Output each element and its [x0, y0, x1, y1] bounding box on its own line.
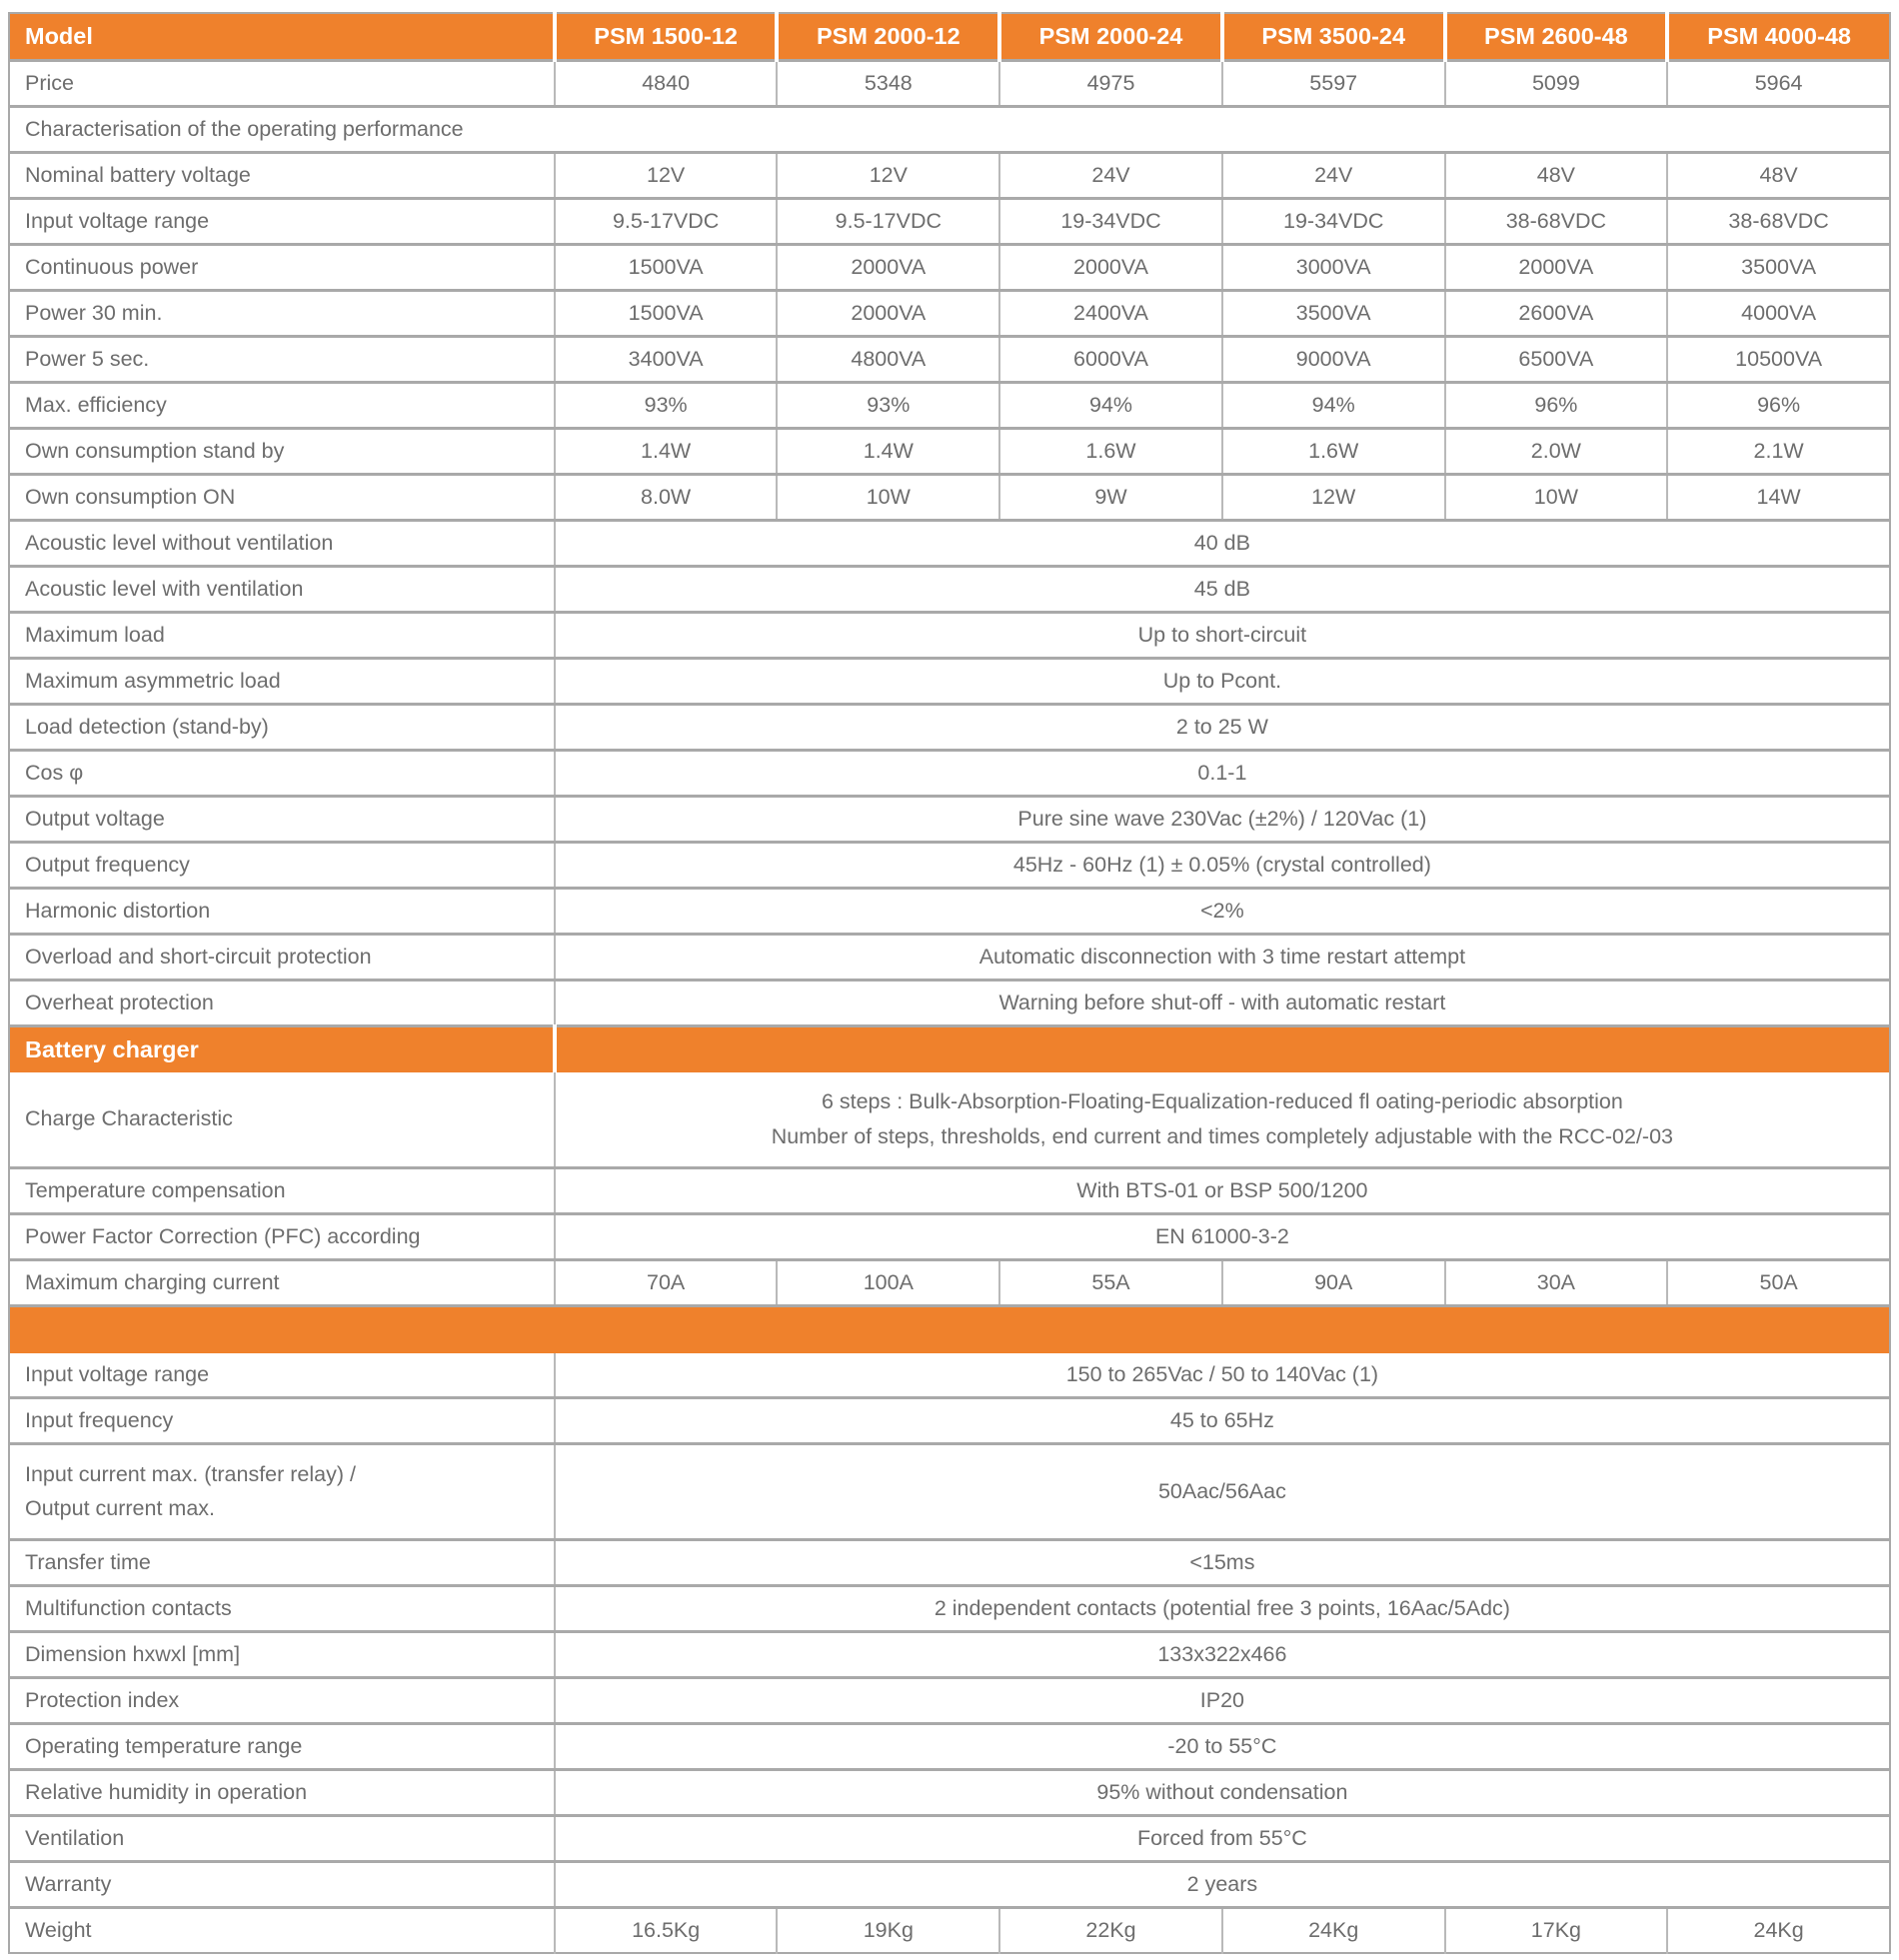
model-column-header: PSM 2000-24	[999, 13, 1222, 61]
row-label: Warranty	[9, 1862, 555, 1908]
spec-row-power-factor-correction-pfc-according	[9, 1213, 1890, 1259]
cell-value: 96%	[1445, 383, 1668, 429]
spec-row-charge-characteristic	[9, 1072, 1890, 1167]
cell-value-span: 2 independent contacts (potential free 3 points, 16Aac/5Adc)	[555, 1586, 1890, 1632]
cell-value: 5597	[1222, 61, 1445, 107]
spec-row-price	[9, 61, 1890, 107]
cell-value: 9000VA	[1222, 337, 1445, 383]
cell-value-span: 45 dB	[555, 567, 1890, 613]
cell-value: 12W	[1222, 475, 1445, 521]
cell-value-span: Automatic disconnection with 3 time restart attempt	[555, 935, 1890, 980]
spec-row-input-current-max-transfer-relay	[9, 1443, 1890, 1540]
spec-row-overheat-protection	[9, 980, 1890, 1026]
cell-value: 9W	[999, 475, 1222, 521]
row-label: Acoustic level with ventilation	[9, 567, 555, 613]
cell-value: 10W	[1445, 475, 1668, 521]
cell-value: 93%	[777, 383, 999, 429]
cell-value: 3000VA	[1222, 245, 1445, 291]
spec-row-nominal-battery-voltage	[9, 153, 1890, 199]
spec-row-load-detection-stand-by	[9, 705, 1890, 751]
spec-row-power-30-min	[9, 291, 1890, 337]
row-label: Output frequency	[9, 843, 555, 889]
row-label: Overheat protection	[9, 980, 555, 1026]
spec-row-protection-index	[9, 1678, 1890, 1724]
cell-value: 8.0W	[555, 475, 778, 521]
cell-value: 30A	[1445, 1259, 1668, 1305]
cell-value: 50A	[1667, 1259, 1890, 1305]
cell-value: 4840	[555, 61, 778, 107]
row-label: Charge Characteristic	[25, 1106, 233, 1131]
spec-row-maximum-load	[9, 613, 1890, 659]
spec-table-body	[9, 61, 1890, 1954]
model-header-label: Model	[9, 13, 555, 61]
row-label: Load detection (stand-by)	[9, 705, 555, 751]
row-label: Temperature compensation	[9, 1167, 555, 1213]
cell-value: 2400VA	[999, 291, 1222, 337]
cell-value: 55A	[999, 1259, 1222, 1305]
cell-value: 2000VA	[999, 245, 1222, 291]
cell-value: 10500VA	[1667, 337, 1890, 383]
cell-value-span: 133x322x466	[555, 1632, 1890, 1678]
cell-value: 100A	[777, 1259, 999, 1305]
cell-value-span: 2 to 25 W	[555, 705, 1890, 751]
spec-row-multifunction-contacts	[9, 1586, 1890, 1632]
spec-row-output-frequency	[9, 843, 1890, 889]
spec-row-ventilation	[9, 1816, 1890, 1862]
cell-value-span: <15ms	[555, 1540, 1890, 1586]
cell-value: 24V	[999, 153, 1222, 199]
cell-value-span: 0.1-1	[555, 751, 1890, 797]
row-label: Own consumption ON	[9, 475, 555, 521]
row-label: Harmonic distortion	[9, 889, 555, 935]
model-column-header: PSM 4000-48	[1667, 13, 1890, 61]
cell-value: 94%	[999, 383, 1222, 429]
row-label: Power Factor Correction (PFC) according	[9, 1213, 555, 1259]
row-label: Power 5 sec.	[9, 337, 555, 383]
row-label: Own consumption stand by	[9, 429, 555, 475]
row-label: Transfer time	[9, 1540, 555, 1586]
row-label: Maximum load	[9, 613, 555, 659]
cell-value: 96%	[1667, 383, 1890, 429]
cell-value-span: Warning before shut-off - with automatic restart	[555, 980, 1890, 1026]
model-header-row	[9, 13, 1890, 61]
row-label: Price	[9, 61, 555, 107]
cell-value: 6500VA	[1445, 337, 1668, 383]
cell-value-span: 40 dB	[555, 521, 1890, 567]
cell-value: 22Kg	[999, 1908, 1222, 1954]
cell-value: 3500VA	[1222, 291, 1445, 337]
spec-row-battery-charger	[9, 1026, 1890, 1073]
cell-value: 1.4W	[777, 429, 999, 475]
row-label: Output voltage	[9, 797, 555, 843]
cell-value-span: 45Hz - 60Hz (1) ± 0.05% (crystal controlled)	[555, 843, 1890, 889]
spec-row-maximum-charging-current	[9, 1259, 1890, 1305]
spec-row-acoustic-level-with-ventilation	[9, 567, 1890, 613]
cell-value: 24Kg	[1222, 1908, 1445, 1954]
spec-row-continuous-power	[9, 245, 1890, 291]
spec-row-operating-temperature-range	[9, 1724, 1890, 1770]
cell-value: 38-68VDC	[1667, 199, 1890, 245]
cell-value: 70A	[555, 1259, 778, 1305]
label-line: Input current max. (transfer relay) /	[25, 1461, 356, 1486]
row-label: Multifunction contacts	[9, 1586, 555, 1632]
row-label: Input voltage range	[9, 199, 555, 245]
cell-value: 2000VA	[1445, 245, 1668, 291]
cell-value: 1.6W	[999, 429, 1222, 475]
spec-row-cos	[9, 751, 1890, 797]
cell-value: 2.0W	[1445, 429, 1668, 475]
row-label: Dimension hxwxl [mm]	[9, 1632, 555, 1678]
cell-value: 12V	[777, 153, 999, 199]
cell-value-span: Pure sine wave 230Vac (±2%) / 120Vac (1)	[555, 797, 1890, 843]
cell-value: 6000VA	[999, 337, 1222, 383]
value-line: 6 steps : Bulk-Absorption-Floating-Equalization-reduced fl oating-periodic absorption	[821, 1089, 1623, 1113]
row-label: Acoustic level without ventilation	[9, 521, 555, 567]
row-label: Input frequency	[9, 1397, 555, 1443]
label-line: Output current max.	[25, 1496, 215, 1521]
spec-row-acoustic-level-without-ventilation	[9, 521, 1890, 567]
row-label: Max. efficiency	[9, 383, 555, 429]
section-title: Characterisation of the operating performance	[9, 107, 1890, 153]
cell-value-span: 50Aac/56Aac	[555, 1443, 1890, 1540]
cell-value-span: EN 61000-3-2	[555, 1213, 1890, 1259]
spec-row-own-consumption-on	[9, 475, 1890, 521]
cell-value: 48V	[1667, 153, 1890, 199]
cell-value: 4975	[999, 61, 1222, 107]
spec-row-characterisation-of-the-operating-performance	[9, 107, 1890, 153]
spec-row-weight	[9, 1908, 1890, 1954]
cell-value-span: 45 to 65Hz	[555, 1397, 1890, 1443]
cell-value-span: With BTS-01 or BSP 500/1200	[555, 1167, 1890, 1213]
cell-value: 16.5Kg	[555, 1908, 778, 1954]
cell-value-span: Up to short-circuit	[555, 613, 1890, 659]
cell-value: 1.6W	[1222, 429, 1445, 475]
cell-value: 93%	[555, 383, 778, 429]
spec-row-input-voltage-range	[9, 1353, 1890, 1398]
row-label: Input voltage range	[25, 1361, 210, 1386]
cell-value: 2000VA	[777, 291, 999, 337]
cell-value: 17Kg	[1445, 1908, 1668, 1954]
cell-value-span: <2%	[555, 889, 1890, 935]
cell-value: 19-34VDC	[1222, 199, 1445, 245]
value-line: Number of steps, thresholds, end current and times completely adjustable with the RCC-02/-03	[771, 1123, 1674, 1148]
cell-value: 5964	[1667, 61, 1890, 107]
spec-row-power-5-sec	[9, 337, 1890, 383]
cell-value: 1500VA	[555, 245, 778, 291]
cell-value: 3400VA	[555, 337, 778, 383]
cell-value: 12V	[555, 153, 778, 199]
cell-value: 14W	[1667, 475, 1890, 521]
row-label: Overload and short-circuit protection	[9, 935, 555, 980]
section-band	[9, 1305, 1890, 1353]
cell-value: 94%	[1222, 383, 1445, 429]
cell-value-span: 150 to 265Vac / 50 to 140Vac (1)	[555, 1353, 1890, 1398]
spec-row-overload-and-short-circuit-protection	[9, 935, 1890, 980]
cell-value: 1500VA	[555, 291, 778, 337]
cell-value-span: -20 to 55°C	[555, 1724, 1890, 1770]
row-label: Continuous power	[9, 245, 555, 291]
cell-value: 90A	[1222, 1259, 1445, 1305]
cell-value: 2.1W	[1667, 429, 1890, 475]
row-label: Relative humidity in operation	[9, 1770, 555, 1816]
cell-value: 24Kg	[1667, 1908, 1890, 1954]
spec-row-input-voltage-range	[9, 199, 1890, 245]
row-label: Weight	[9, 1908, 555, 1954]
cell-value: 3500VA	[1667, 245, 1890, 291]
spec-row-max-efficiency	[9, 383, 1890, 429]
row-label: Nominal battery voltage	[9, 153, 555, 199]
spec-row-dimension-hxwxl-mm	[9, 1632, 1890, 1678]
spec-row-harmonic-distortion	[9, 889, 1890, 935]
row-label: Maximum charging current	[9, 1259, 555, 1305]
cell-value: 19Kg	[777, 1908, 999, 1954]
model-column-header: PSM 3500-24	[1222, 13, 1445, 61]
row-label: Maximum asymmetric load	[9, 659, 555, 705]
row-label: Power 30 min.	[9, 291, 555, 337]
row-label: Operating temperature range	[9, 1724, 555, 1770]
cell-value: 5348	[777, 61, 999, 107]
cell-value-span: 2 years	[555, 1862, 1890, 1908]
cell-value: 19-34VDC	[999, 199, 1222, 245]
cell-value: 4000VA	[1667, 291, 1890, 337]
spec-table	[8, 12, 1891, 1954]
cell-value-span: Forced from 55°C	[555, 1816, 1890, 1862]
spec-row-maximum-asymmetric-load	[9, 659, 1890, 705]
cell-value: 10W	[777, 475, 999, 521]
row-label: Protection index	[9, 1678, 555, 1724]
row-label	[9, 1443, 555, 1540]
spec-row-transfer-time	[9, 1540, 1890, 1586]
cell-value: 38-68VDC	[1445, 199, 1668, 245]
section-filler	[555, 1026, 1890, 1073]
model-column-header: PSM 2600-48	[1445, 13, 1668, 61]
cell-value-span	[555, 1072, 1890, 1167]
spec-row-orange-band	[9, 1305, 1890, 1353]
cell-value: 48V	[1445, 153, 1668, 199]
model-column-header: PSM 1500-12	[555, 13, 778, 61]
model-column-header: PSM 2000-12	[777, 13, 999, 61]
cell-value: 9.5-17VDC	[555, 199, 778, 245]
cell-value: 24V	[1222, 153, 1445, 199]
spec-row-own-consumption-stand-by	[9, 429, 1890, 475]
cell-value-span: Up to Pcont.	[555, 659, 1890, 705]
row-label: Cos φ	[9, 751, 555, 797]
spec-row-temperature-compensation	[9, 1167, 1890, 1213]
section-title: Battery charger	[9, 1026, 555, 1073]
cell-value: 2600VA	[1445, 291, 1668, 337]
spec-row-input-frequency	[9, 1397, 1890, 1443]
spec-row-relative-humidity-in-operation	[9, 1770, 1890, 1816]
spec-row-warranty	[9, 1862, 1890, 1908]
cell-value: 2000VA	[777, 245, 999, 291]
cell-value-span: 95% without condensation	[555, 1770, 1890, 1816]
cell-value-span: IP20	[555, 1678, 1890, 1724]
row-label: Ventilation	[9, 1816, 555, 1862]
cell-value: 5099	[1445, 61, 1668, 107]
cell-value: 9.5-17VDC	[777, 199, 999, 245]
spec-row-output-voltage	[9, 797, 1890, 843]
cell-value: 4800VA	[777, 337, 999, 383]
cell-value: 1.4W	[555, 429, 778, 475]
